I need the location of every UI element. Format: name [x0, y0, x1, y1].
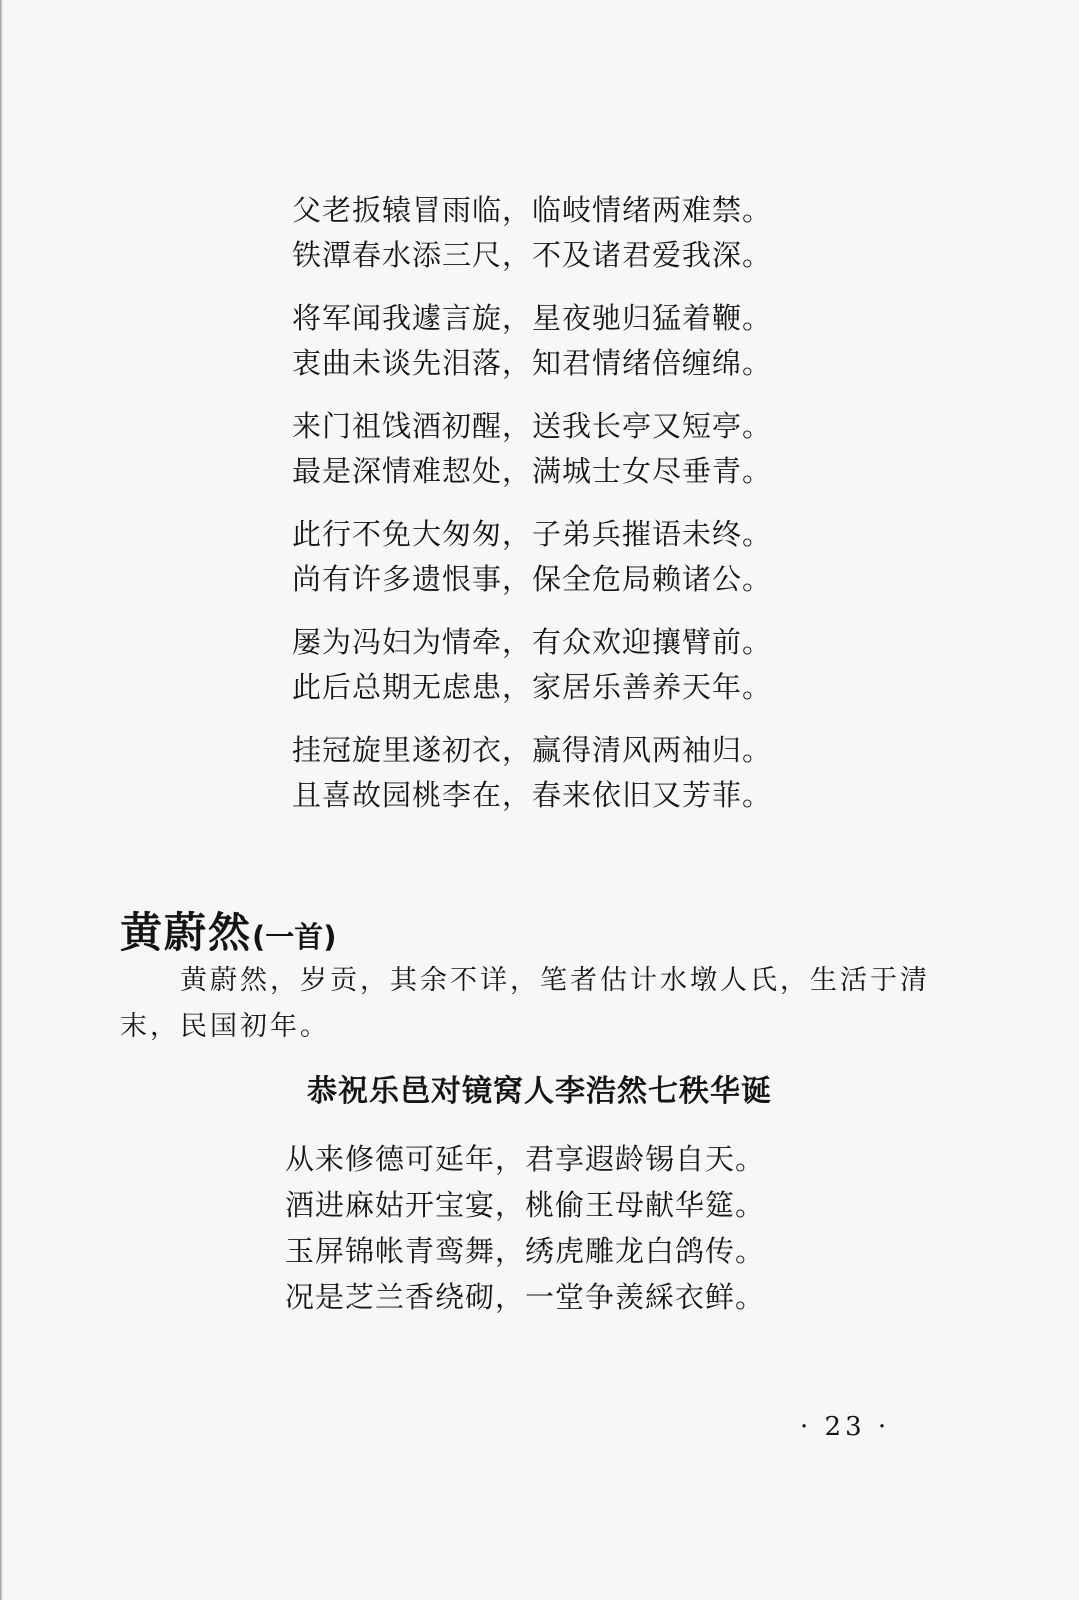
poem-line: 酒进麻姑开宝宴，桃偷王母献华筵。 [285, 1188, 766, 1222]
poem-title: 恭祝乐邑对镜窝人李浩然七秩华诞 [307, 1074, 772, 1109]
stanza [292, 404, 812, 494]
poem-line: 尚有许多遗恨事，保全危局赖诸公。 [292, 562, 773, 596]
author-note: (一首) [252, 920, 337, 954]
poem-line: 此行不免大匆匆，子弟兵摧语未终。 [292, 517, 773, 551]
stanza [292, 512, 812, 602]
poem-line: 况是芝兰香绕砌，一堂争羡綵衣鲜。 [285, 1280, 766, 1314]
stanza [292, 296, 812, 386]
author-bio: 黄蔚然，岁贡，其余不详，笔者估计水墩人氏，生活于清末，民国初年。 [120, 965, 930, 1042]
page-edge [0, 0, 3, 1600]
poem-line: 衷曲未谈先泪落，知君情绪倍缠绵。 [292, 346, 773, 380]
author-name: 黄蔚然 [120, 908, 253, 957]
stanza [292, 728, 812, 818]
poem-line: 屡为冯妇为情牵，有众欢迎攘臂前。 [292, 625, 773, 659]
stanza [292, 188, 812, 278]
poem-line: 且喜故园桃李在，春来依旧又芳菲。 [292, 778, 773, 812]
poem-second [285, 1136, 765, 1320]
poem-top [292, 188, 812, 836]
poem-line: 来门祖饯酒初醒，送我长亭又短亭。 [292, 409, 773, 443]
stanza [292, 620, 812, 710]
poem-line: 铁潭春水添三尺，不及诸君爱我深。 [292, 238, 773, 272]
poem-line: 将军闻我遽言旋，星夜驰归猛着鞭。 [292, 301, 773, 335]
page-number: · 23 · [800, 1412, 891, 1442]
poem-line: 最是深情难恝处，满城士女尽垂青。 [292, 454, 773, 488]
poem-line: 父老扳辕冒雨临，临岐情绪两难禁。 [292, 193, 773, 227]
poem-line: 挂冠旋里遂初衣，赢得清风两袖归。 [292, 733, 773, 767]
poem-line: 从来修德可延年，君享遐龄锡自天。 [285, 1142, 766, 1176]
poem-line: 此后总期无虑患，家居乐善养天年。 [292, 670, 773, 704]
poem-line: 玉屏锦帐青鸾舞，绣虎雕龙白鸽传。 [285, 1234, 766, 1268]
author-heading [120, 900, 337, 960]
